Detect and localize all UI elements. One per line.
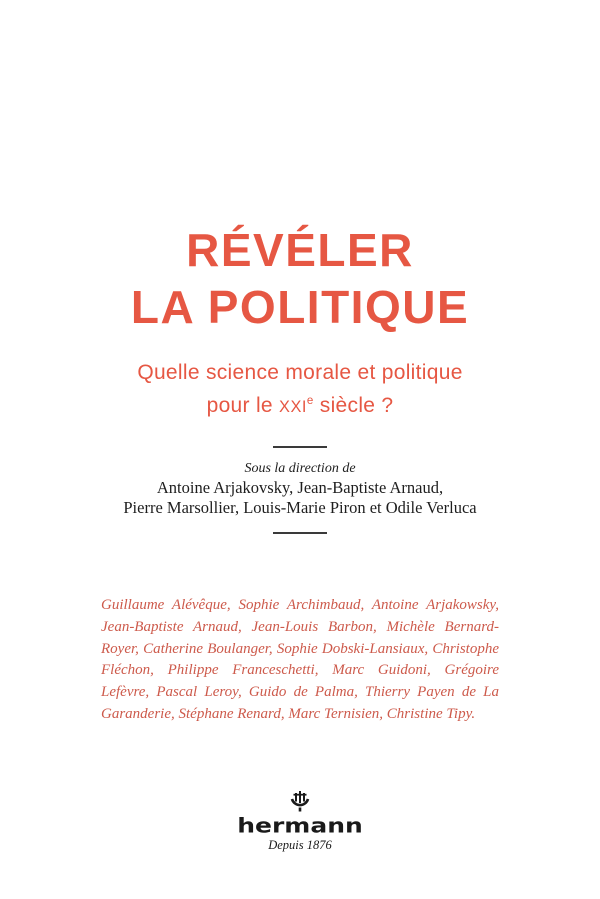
publisher-tagline: Depuis 1876 bbox=[268, 838, 332, 852]
divider-rule-bottom bbox=[273, 532, 327, 534]
subtitle-line2-prefix: pour le bbox=[206, 394, 280, 417]
book-title-line1: RÉVÉLER bbox=[186, 224, 414, 276]
subtitle-line1: Quelle science morale et politique bbox=[137, 361, 463, 384]
divider-rule-top bbox=[273, 446, 327, 448]
directors-line1: Antoine Arjakovsky, Jean-Baptiste Arnaud, bbox=[156, 478, 444, 497]
contributors-paragraph: Guillaume Alévêque, Sophie Archimbaud, Antoine Arjakowsky, Jean-Baptiste Arnaud, Jean-Louis Barbon, Michèle Bernard-Royer, Catherine Boulanger, Sophie Dobski-Lansiaux, Christophe Fléchon, Philippe Franceschetti, Marc Guidoni, Grégoire Lefèvre, Pascal Leroy, Guido de Palma, Thierry Payen de La Garanderie, Stéphane Renard, Marc Ternisien, Christine Tipy. bbox=[101, 597, 499, 722]
book-title bbox=[0, 222, 600, 336]
publisher-logo bbox=[0, 790, 600, 853]
century-numeral: XXI bbox=[279, 398, 307, 416]
directors-line2: Pierre Marsollier, Louis-Marie Piron et Odile Verluca bbox=[123, 497, 477, 517]
book-title-line2: LA POLITIQUE bbox=[130, 281, 470, 333]
hermann-emblem-icon bbox=[0, 790, 600, 815]
century-ordinal-suffix: e bbox=[306, 395, 314, 407]
direction-label: Sous la direction de bbox=[244, 461, 356, 476]
subtitle-line2-suffix: siècle ? bbox=[313, 394, 394, 417]
book-subtitle bbox=[0, 358, 600, 422]
editors-section bbox=[0, 459, 600, 517]
publisher-name: hermann bbox=[237, 814, 363, 838]
subtitle-line2 bbox=[0, 387, 600, 422]
